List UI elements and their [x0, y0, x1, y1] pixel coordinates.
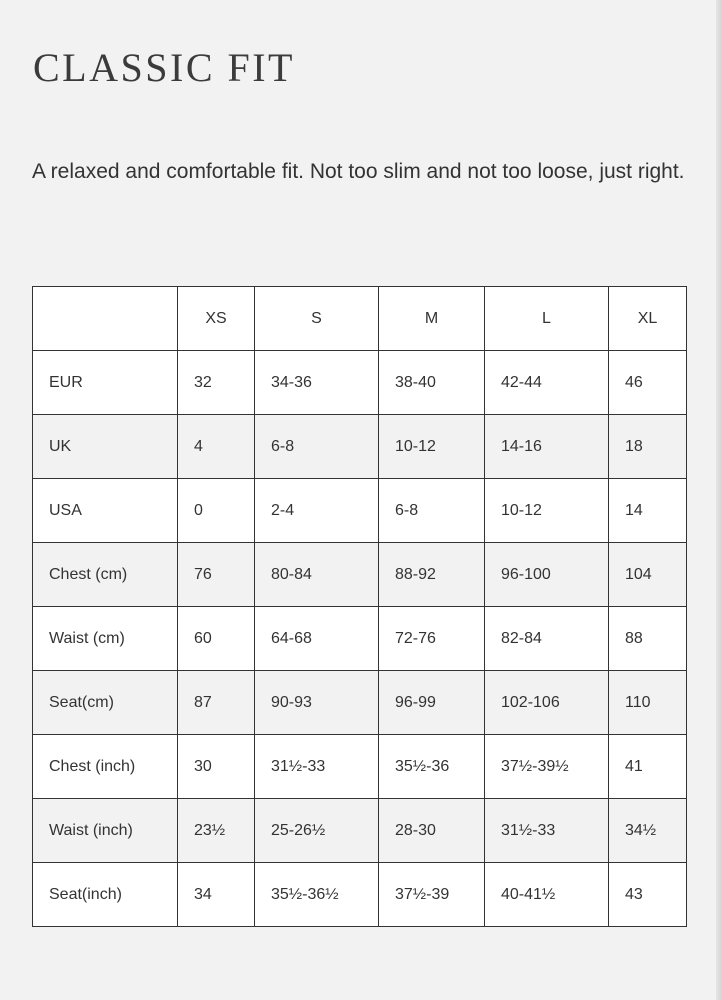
table-cell: 96-99	[379, 671, 485, 735]
size-chart-table	[32, 286, 687, 927]
table-cell: 104	[609, 543, 687, 607]
table-cell: 88-92	[379, 543, 485, 607]
table-cell: 23½	[178, 799, 255, 863]
table-cell: 102-106	[485, 671, 609, 735]
table-cell: 46	[609, 351, 687, 415]
table-row	[33, 863, 687, 927]
table-cell: 37½-39½	[485, 735, 609, 799]
table-cell: 10-12	[379, 415, 485, 479]
table-cell: 25-26½	[255, 799, 379, 863]
table-cell: 82-84	[485, 607, 609, 671]
table-cell: 42-44	[485, 351, 609, 415]
row-label: Waist (inch)	[33, 799, 178, 863]
row-label: Chest (cm)	[33, 543, 178, 607]
table-row	[33, 735, 687, 799]
table-cell: 35½-36	[379, 735, 485, 799]
header-cell-empty	[33, 287, 178, 351]
table-cell: 64-68	[255, 607, 379, 671]
table-cell: 6-8	[379, 479, 485, 543]
table-cell: 43	[609, 863, 687, 927]
table-cell: 76	[178, 543, 255, 607]
table-cell: 34	[178, 863, 255, 927]
row-label: Waist (cm)	[33, 607, 178, 671]
table-cell: 35½-36½	[255, 863, 379, 927]
header-cell-l: L	[485, 287, 609, 351]
table-cell: 30	[178, 735, 255, 799]
table-cell: 32	[178, 351, 255, 415]
header-cell-m: M	[379, 287, 485, 351]
header-cell-xs: XS	[178, 287, 255, 351]
row-label: Seat(inch)	[33, 863, 178, 927]
table-cell: 4	[178, 415, 255, 479]
table-cell: 41	[609, 735, 687, 799]
row-label: Chest (inch)	[33, 735, 178, 799]
table-cell: 6-8	[255, 415, 379, 479]
row-label: Seat(cm)	[33, 671, 178, 735]
table-cell: 40-41½	[485, 863, 609, 927]
table-row	[33, 799, 687, 863]
table-cell: 0	[178, 479, 255, 543]
table-cell: 88	[609, 607, 687, 671]
page-edge	[716, 0, 722, 1000]
table-row	[33, 415, 687, 479]
table-cell: 31½-33	[485, 799, 609, 863]
table-row	[33, 351, 687, 415]
row-label: EUR	[33, 351, 178, 415]
header-cell-xl: XL	[609, 287, 687, 351]
table-row	[33, 479, 687, 543]
table-cell: 60	[178, 607, 255, 671]
table-cell: 96-100	[485, 543, 609, 607]
table-row	[33, 671, 687, 735]
table-cell: 72-76	[379, 607, 485, 671]
table-row	[33, 543, 687, 607]
header-cell-s: S	[255, 287, 379, 351]
table-cell: 10-12	[485, 479, 609, 543]
table-cell: 28-30	[379, 799, 485, 863]
table-cell: 31½-33	[255, 735, 379, 799]
table-cell: 37½-39	[379, 863, 485, 927]
table-cell: 38-40	[379, 351, 485, 415]
table-cell: 18	[609, 415, 687, 479]
table-cell: 110	[609, 671, 687, 735]
table-header-row	[33, 287, 687, 351]
table-cell: 80-84	[255, 543, 379, 607]
table-cell: 90-93	[255, 671, 379, 735]
page-title: CLASSIC FIT	[33, 45, 295, 90]
table-row	[33, 607, 687, 671]
table-cell: 2-4	[255, 479, 379, 543]
table-cell: 34-36	[255, 351, 379, 415]
table-cell: 14-16	[485, 415, 609, 479]
table-cell: 87	[178, 671, 255, 735]
table-cell: 14	[609, 479, 687, 543]
row-label: UK	[33, 415, 178, 479]
fit-description: A relaxed and comfortable fit. Not too slim and not too loose, just right.	[32, 160, 685, 183]
table-cell: 34½	[609, 799, 687, 863]
row-label: USA	[33, 479, 178, 543]
